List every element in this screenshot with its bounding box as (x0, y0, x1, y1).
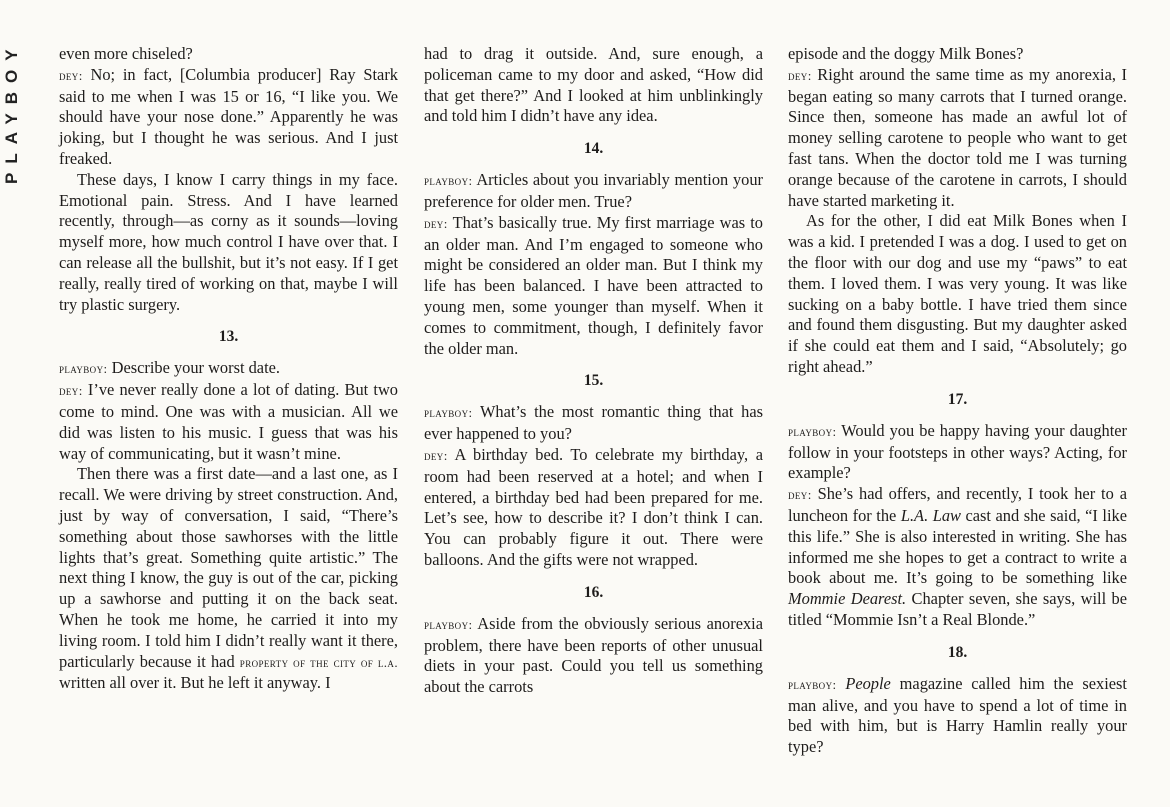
answer (59, 380, 398, 464)
answer (788, 484, 1127, 631)
question-text: Would you be happy having your daughter follow in your footsteps in other ways? Acting, for example? (788, 420, 1127, 483)
question (788, 674, 1127, 758)
answer-text: cast and she said, “I like this life.” She is also interested in writing. She has informed me she hopes to get a contract to write a book about me. It’s going to be something like (788, 505, 1127, 588)
speaker-label: dey: (788, 487, 812, 503)
paragraph-text: Then there was a first date—and a last one, as I recall. We were driving by street construction. And, just by way of conversation, I said, “There’s something about those sawhorses with the little lights that’s great. Something quite artistic.” The next thing I know, the guy is out of the car, picking up a sawhorse and putting it on the back seat. When he took me home, he carried it into my living room. I told him I didn’t really want it there, particularly because it had (59, 464, 398, 671)
question-number: 16. (583, 583, 604, 601)
question (424, 170, 763, 213)
speaker-label: dey: (59, 67, 83, 83)
question-number: 14. (583, 140, 604, 158)
paragraph: These days, I know I carry things in my face. Emotional pain. Stress. And I have learned recently, through—as corny as it sounds—loving myself more, how much control I have over that. I can release all the bullshit, but it’s not easy. If I get really, really tired of working on that, maybe I will try plastic surgery. (59, 169, 398, 314)
column-2 (424, 44, 763, 698)
speaker-label: playboy: (424, 173, 473, 189)
italic-title: People (845, 673, 891, 693)
speaker-label: playboy: (788, 676, 837, 692)
question (788, 421, 1127, 484)
question-number: 18. (947, 643, 968, 661)
paragraph: had to drag it outside. And, sure enough, a policeman came to my door and asked, “How did that get there?” And I looked at him unblinkingly and told him I didn’t have any idea. (424, 44, 763, 126)
question (424, 402, 763, 445)
question-text: magazine called him the sexiest man alive, and you have to spend a lot of time in bed with him, but is Harry Hamlin really your type? (788, 673, 1127, 757)
answer (424, 445, 763, 571)
question-text: Describe your worst date. (111, 358, 281, 378)
paragraph: even more chiseled? (59, 44, 193, 63)
playboy-logo: PLAYBOY (2, 40, 21, 184)
speaker-label: playboy: (424, 616, 473, 632)
speaker-label: playboy: (59, 361, 108, 377)
question (424, 614, 763, 698)
speaker-label: dey: (424, 447, 448, 463)
italic-title: L.A. Law (900, 505, 961, 525)
column-1 (59, 44, 398, 694)
speaker-label: dey: (788, 67, 812, 83)
answer-text: Right around the same time as my anorexia, I began eating so many carrots that I turned orange. Since then, someone has made an awful lot of money selling carotene to people who want to get fast tans. When the doctor told me I was turning orange because of the carotene in carrots, I should have started marketing it. (788, 64, 1127, 210)
answer-text: That’s basically true. My first marriage was to an older man. And I’m engaged to someone who might be considered an older man. But I think my life has been balanced. I have been attracted to young men, some younger than myself. When it comes to commitment, though, I definitely favor the older man. (424, 212, 763, 358)
answer-text: Chapter seven, she says, will be titled “Mommie Isn’t a Real Blonde.” (788, 589, 1127, 629)
italic-title: Mommie Dearest. (788, 589, 907, 609)
paragraph: As for the other, I did eat Milk Bones when I was a kid. I pretended I was a dog. I used to get on the floor with our dog and use my “paws” to eat them. I loved them. I was very young. It was like sucking on a baby bottle. I have tried them since and found them disgusting. But my daughter asked if she could eat them and I said, “Absolutely; go right ahead.” (788, 211, 1127, 376)
paragraph (59, 464, 398, 694)
question (59, 358, 398, 380)
sidebar (0, 0, 36, 807)
answer-text: No; in fact, [Columbia producer] Ray Stark said to me when I was 15 or 16, “I like you. We should have your nose done.” Apparently he was joking, but I thought he was serious. And I just freaked. (59, 64, 398, 168)
answer (788, 65, 1127, 212)
paragraph-text: written all over it. But he left it anyway. I (59, 673, 331, 693)
answer-text: She’s had offers, and recently, I took her to a luncheon for the (788, 484, 1127, 525)
question-text: Aside from the obviously serious anorexia problem, there have been reports of other unusual diets in your past. Could you tell us something about the carrots (424, 613, 763, 697)
small-caps-text: property of the city of l.a. (239, 654, 398, 670)
question-number: 13. (218, 328, 239, 346)
speaker-label: playboy: (788, 423, 837, 439)
question-text: What’s the most romantic thing that has ever happened to you? (424, 402, 763, 444)
question-number: 15. (583, 372, 604, 390)
answer (424, 213, 763, 360)
question-number: 17. (947, 390, 968, 408)
answer-text: A birthday bed. To celebrate my birthday, a room had been reserved at a hotel; and when I entered, a birthday bed had been prepared for me. Let’s see, how to describe it? I don’t think I can. You can probably figure it out. There were balloons. And the gifts were not wrapped. (424, 444, 763, 569)
question-text: Articles about you invariably mention your preference for older men. True? (424, 170, 763, 211)
answer (59, 65, 398, 170)
speaker-label: dey: (424, 215, 448, 231)
column-3 (788, 44, 1127, 758)
speaker-label: dey: (59, 383, 83, 399)
speaker-label: playboy: (424, 405, 473, 421)
paragraph: episode and the doggy Milk Bones? (788, 44, 1024, 63)
answer-text: I’ve never really done a lot of dating. But two come to mind. One was with a musician. All we did was listen to his music. I guess that was his way of communicating, but it wasn’t mine. (59, 380, 398, 463)
